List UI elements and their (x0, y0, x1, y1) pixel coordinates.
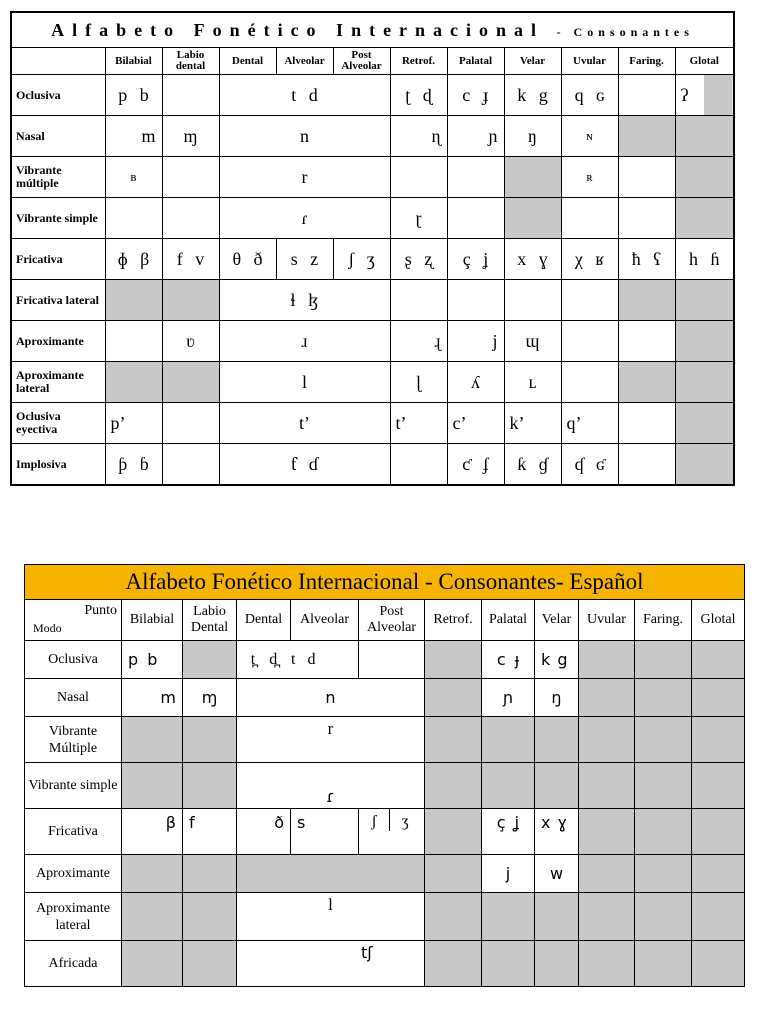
cell-palatal: ɲ (482, 679, 535, 717)
cell-uvular (561, 362, 618, 403)
table1-row-vibrante-multiple (11, 157, 734, 198)
row-label: Fricativa (25, 809, 122, 855)
table2-title: Alfabeto Fonético Internacional - Consonantes- Español (25, 565, 745, 600)
corner-punto: Punto (84, 603, 117, 618)
cell-retroflex-empty (425, 809, 482, 855)
table2-header-labiodental: Labio Dental (183, 600, 237, 641)
table1-header-row (11, 48, 734, 75)
cell-retroflex: ɭ (390, 362, 447, 403)
cell-labiodental (162, 444, 219, 486)
cell-glottal-empty (692, 763, 745, 809)
table1-row-nasal (11, 116, 734, 157)
row-label: Nasal (11, 116, 105, 157)
cell-labiodental-impossible (162, 280, 219, 321)
cell-pharyngeal (618, 198, 675, 239)
cell-bilabial-empty (122, 893, 183, 941)
cell-uvular-empty (579, 855, 635, 893)
cell-bilabial-impossible (105, 362, 162, 403)
cell-bilabial: ʙ (105, 157, 162, 198)
cell-postalveolar: ʃ ʒ (333, 239, 390, 280)
cell-glottal-impossible (675, 403, 734, 444)
cell-bilabial: pʼ (105, 403, 162, 444)
cell-labiodental-empty (183, 855, 237, 893)
cell-pharyngeal-empty (635, 763, 692, 809)
cell-dental-alveolar-postalveolar: n (219, 116, 390, 157)
cell-pharyngeal: ħ ʕ (618, 239, 675, 280)
table1-header-retroflex: Retrof. (390, 48, 447, 75)
cell-palatal-empty (482, 893, 535, 941)
cell-glottal-impossible (675, 280, 734, 321)
cell-pharyngeal-impossible (618, 280, 675, 321)
cell-velar-impossible (504, 198, 561, 239)
ipa-table-full (10, 11, 735, 486)
table2-header-postalveolar: Post Alveolar (359, 600, 425, 641)
cell-uvular (561, 198, 618, 239)
row-label: Nasal (25, 679, 122, 717)
cell-dental-symbols: t̪ d̪ (250, 650, 278, 668)
cell-dental: θ ð (219, 239, 276, 280)
cell-velar: k g (535, 641, 579, 679)
cell-uvular: χ ʁ (561, 239, 618, 280)
cell-bilabial (105, 198, 162, 239)
cell-uvular: ʠ ʛ (561, 444, 618, 486)
table2-header-glottal: Glotal (692, 600, 745, 641)
cell-pharyngeal-empty (635, 641, 692, 679)
table2-header-retroflex: Retrof. (425, 600, 482, 641)
table2-header-alveolar: Alveolar (291, 600, 359, 641)
cell-retroflex-empty (425, 717, 482, 763)
cell-dental-alveolar-postalveolar: ɬ ɮ (219, 280, 390, 321)
cell-uvular-empty (579, 941, 635, 987)
table1-header-bilabial: Bilabial (105, 48, 162, 75)
cell-dental: ð (237, 809, 291, 855)
cell-glottal-empty (692, 717, 745, 763)
cell-palatal (447, 198, 504, 239)
cell-palatal: cʼ (447, 403, 504, 444)
cell-palatal (447, 280, 504, 321)
table1-row-vibrante-simple (11, 198, 734, 239)
table1-header-uvular: Uvular (561, 48, 618, 75)
cell-labiodental-empty (183, 717, 237, 763)
cell-pharyngeal (618, 75, 675, 116)
cell-palatal: ç ʝ (447, 239, 504, 280)
cell-postalveolar-b: ʒ (389, 809, 420, 831)
cell-pharyngeal-empty (635, 679, 692, 717)
table1-header-velar: Velar (504, 48, 561, 75)
row-label: Oclusiva (11, 75, 105, 116)
table1-row-implosiva (11, 444, 734, 486)
cell-pharyngeal-empty (635, 855, 692, 893)
table2-header-dental: Dental (237, 600, 291, 641)
cell-dental-alveolar-postalveolar: ɾ (219, 198, 390, 239)
cell-pharyngeal (618, 444, 675, 486)
cell-velar: ŋ (504, 116, 561, 157)
cell-palatal: ʎ (447, 362, 504, 403)
cell-pharyngeal-empty (635, 717, 692, 763)
table2-header-pharyngeal: Faring. (635, 600, 692, 641)
cell-glottal-impossible (675, 116, 734, 157)
cell-velar: ŋ (535, 679, 579, 717)
cell-labiodental-empty (183, 641, 237, 679)
cell-retroflex: ʈ ɖ (390, 75, 447, 116)
cell-dental-alveolar-postalveolar: tʼ (219, 403, 390, 444)
cell-palatal: ɲ (447, 116, 504, 157)
cell-retroflex: ɳ (390, 116, 447, 157)
table1-header-postalveolar: Post Alveolar (333, 48, 390, 75)
table1-header-palatal: Palatal (447, 48, 504, 75)
cell-labiodental-impossible (162, 362, 219, 403)
table1-row-oclusiva (11, 75, 734, 116)
cell-labiodental: ʋ (162, 321, 219, 362)
cell-velar: x ɣ (535, 809, 579, 855)
cell-uvular-empty (579, 717, 635, 763)
cell-glottal: h ɦ (675, 239, 734, 280)
cell-labiodental-empty (183, 763, 237, 809)
cell-dental-alveolar (237, 641, 359, 679)
table2-row-aproximante (25, 855, 745, 893)
cell-uvular: ʀ (561, 157, 618, 198)
cell-palatal: c ɟ (482, 641, 535, 679)
cell-glottal-impossible (675, 198, 734, 239)
cell-labiodental: f v (162, 239, 219, 280)
table2-header-bilabial: Bilabial (122, 600, 183, 641)
cell-retroflex (390, 280, 447, 321)
cell-bilabial-empty (122, 763, 183, 809)
row-label: Aproximante (25, 855, 122, 893)
cell-velar: x ɣ (504, 239, 561, 280)
cell-bilabial: m (122, 679, 183, 717)
cell-bilabial-empty (122, 941, 183, 987)
cell-uvular-empty (579, 679, 635, 717)
cell-glottal-empty (692, 893, 745, 941)
cell-bilabial-impossible (105, 280, 162, 321)
cell-retroflex: ɽ (390, 198, 447, 239)
cell-glottal-empty (692, 941, 745, 987)
cell-palatal: j (482, 855, 535, 893)
cell-dental-alveolar-postalveolar: r (219, 157, 390, 198)
cell-dental-alveolar-postalveolar: ɾ (237, 763, 425, 809)
cell-dental-alveolar-postalveolar: t d (219, 75, 390, 116)
cell-postalveolar-a: ʃ (371, 813, 377, 830)
cell-bilabial: β (122, 809, 183, 855)
cell-velar-empty (535, 893, 579, 941)
table1-row-aproximante-lateral (11, 362, 734, 403)
cell-labiodental (162, 75, 219, 116)
cell-uvular-empty (579, 809, 635, 855)
row-label: Fricativa lateral (11, 280, 105, 321)
row-label: Oclusiva (25, 641, 122, 679)
cell-uvular-empty (579, 641, 635, 679)
cell-dental-alveolar-postalveolar: ƭ ɗ (219, 444, 390, 486)
cell-retroflex-empty (425, 855, 482, 893)
cell-velar: ɰ (504, 321, 561, 362)
ipa-table-spanish (24, 564, 745, 987)
cell-bilabial: p b (122, 641, 183, 679)
cell-pharyngeal (618, 403, 675, 444)
cell-uvular-empty (579, 763, 635, 809)
table1-header-glottal: Glotal (675, 48, 734, 75)
cell-dental-alveolar-postalveolar: r (237, 717, 425, 763)
table1-title-sub: - Consonantes (556, 24, 694, 39)
table2-row-fricativa (25, 809, 745, 855)
cell-dental-alveolar-postalveolar: l (219, 362, 390, 403)
cell-glottal-impossible (675, 444, 734, 486)
cell-palatal: j (447, 321, 504, 362)
cell-pharyngeal (618, 321, 675, 362)
row-label: Fricativa (11, 239, 105, 280)
cell-glottal-impossible (675, 157, 734, 198)
row-label: Vibrante múltiple (11, 157, 105, 198)
cell-pharyngeal-empty (635, 941, 692, 987)
cell-uvular-empty (579, 893, 635, 941)
cell-labiodental: ɱ (162, 116, 219, 157)
cell-labiodental (162, 403, 219, 444)
cell-postalveolar (359, 641, 425, 679)
table1-header-corner (11, 48, 105, 75)
cell-bilabial: ɸ β (105, 239, 162, 280)
cell-velar: k g (504, 75, 561, 116)
table1-title (11, 12, 734, 48)
table1-header-pharyngeal: Faring. (618, 48, 675, 75)
cell-postalveolar (359, 809, 425, 855)
table1-header-alveolar: Alveolar (276, 48, 333, 75)
cell-labiodental (162, 198, 219, 239)
row-label: Oclusiva eyectiva (11, 403, 105, 444)
cell-pharyngeal-impossible (618, 362, 675, 403)
cell-pharyngeal (618, 157, 675, 198)
table2-header-palatal: Palatal (482, 600, 535, 641)
row-label: Vibrante simple (11, 198, 105, 239)
cell-glottal-empty (692, 809, 745, 855)
cell-bilabial: ƥ ɓ (105, 444, 162, 486)
cell-dental-alveolar-postalveolar: tʃ (237, 941, 425, 987)
row-label: Aproximante lateral (11, 362, 105, 403)
cell-alveolar: s z (276, 239, 333, 280)
cell-velar-empty (535, 717, 579, 763)
cell-velar (504, 280, 561, 321)
table1-row-aproximante (11, 321, 734, 362)
cell-bilabial-empty (122, 717, 183, 763)
cell-uvular: ɴ (561, 116, 618, 157)
cell-glottal: ʔ (675, 75, 734, 116)
cell-palatal-empty (482, 763, 535, 809)
table2-row-africada (25, 941, 745, 987)
cell-velar-empty (535, 763, 579, 809)
cell-bilabial-empty (122, 855, 183, 893)
cell-labiodental-empty (183, 941, 237, 987)
cell-glottal-empty (692, 641, 745, 679)
cell-alveolar-symbols: t d (291, 650, 316, 668)
cell-velar: kʼ (504, 403, 561, 444)
table1-header-labiodental: Labio dental (162, 48, 219, 75)
row-label: Africada (25, 941, 122, 987)
cell-retroflex-empty (425, 641, 482, 679)
table2-row-nasal (25, 679, 745, 717)
cell-pharyngeal-impossible (618, 116, 675, 157)
cell-retroflex-empty (425, 941, 482, 987)
corner-modo: Modo (33, 621, 62, 635)
cell-retroflex-empty (425, 679, 482, 717)
cell-glottal-impossible (675, 321, 734, 362)
row-label: Implosiva (11, 444, 105, 486)
table2-row-vibrante-simple (25, 763, 745, 809)
cell-retroflex-empty (425, 893, 482, 941)
row-label: Vibrante simple (25, 763, 122, 809)
table1-header-dental: Dental (219, 48, 276, 75)
table1-row-fricativa (11, 239, 734, 280)
cell-retroflex (390, 444, 447, 486)
cell-palatal (447, 157, 504, 198)
table1-row-fricativa-lateral (11, 280, 734, 321)
cell-glottal-impossible (675, 362, 734, 403)
cell-velar: w (535, 855, 579, 893)
row-label: Vibrante Múltiple (25, 717, 122, 763)
cell-labiodental: ɱ (183, 679, 237, 717)
cell-bilabial (105, 321, 162, 362)
row-label: Aproximante lateral (25, 893, 122, 941)
cell-labiodental-empty (183, 893, 237, 941)
cell-uvular: q ɢ (561, 75, 618, 116)
cell-dental-alveolar-postalveolar-empty (237, 855, 425, 893)
table2-row-vibrante-multiple (25, 717, 745, 763)
table1-row-oclusiva-eyectiva (11, 403, 734, 444)
cell-uvular: qʼ (561, 403, 618, 444)
table1-title-main: Alfabeto Fonético Internacional (51, 19, 545, 40)
cell-velar: ƙ ɠ (504, 444, 561, 486)
cell-labiodental (162, 157, 219, 198)
cell-retroflex: ɻ (390, 321, 447, 362)
cell-velar-impossible (504, 157, 561, 198)
cell-uvular (561, 280, 618, 321)
cell-uvular (561, 321, 618, 362)
cell-velar-empty (535, 941, 579, 987)
table2-row-oclusiva (25, 641, 745, 679)
cell-bilabial: p b (105, 75, 162, 116)
cell-retroflex (390, 157, 447, 198)
table2-header-uvular: Uvular (579, 600, 635, 641)
cell-palatal: c ɟ (447, 75, 504, 116)
row-label: Aproximante (11, 321, 105, 362)
cell-retroflex-empty (425, 763, 482, 809)
table2-header-velar: Velar (535, 600, 579, 641)
cell-palatal-empty (482, 941, 535, 987)
cell-alveolar: s (291, 809, 359, 855)
cell-palatal: ç ʝ (482, 809, 535, 855)
cell-bilabial: m (105, 116, 162, 157)
cell-glottal-empty (692, 679, 745, 717)
cell-dental-alveolar-postalveolar: ɹ (219, 321, 390, 362)
table2-row-aproximante-lateral (25, 893, 745, 941)
cell-retroflex: ʂ ʐ (390, 239, 447, 280)
cell-retroflex: tʼ (390, 403, 447, 444)
cell-pharyngeal-empty (635, 809, 692, 855)
cell-dental-alveolar-postalveolar: l (237, 893, 425, 941)
cell-glottal-empty (692, 855, 745, 893)
cell-palatal: ƈ ʄ (447, 444, 504, 486)
cell-pharyngeal-empty (635, 893, 692, 941)
table2-header-corner (25, 600, 122, 641)
cell-velar: ʟ (504, 362, 561, 403)
cell-palatal-empty (482, 717, 535, 763)
table2-header-row (25, 600, 745, 641)
cell-dental-alveolar-postalveolar: n (237, 679, 425, 717)
cell-labiodental: f (183, 809, 237, 855)
